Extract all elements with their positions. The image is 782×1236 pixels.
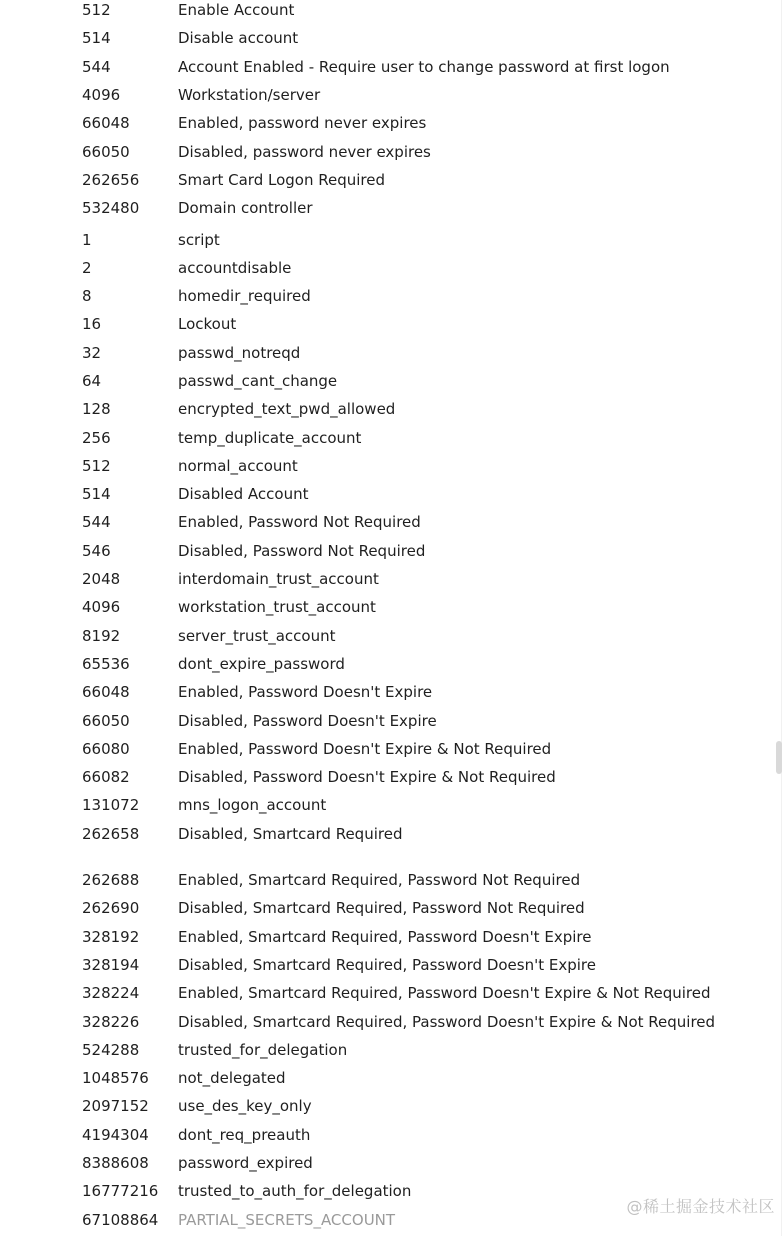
value-cell: 328226 bbox=[82, 1012, 140, 1031]
table-row bbox=[0, 395, 782, 423]
value-cell: 544 bbox=[82, 513, 111, 532]
description-cell: Account Enabled - Require user to change password at first logon bbox=[178, 57, 670, 76]
description-cell: interdomain_trust_account bbox=[178, 570, 379, 589]
description-cell: use_des_key_only bbox=[178, 1097, 312, 1116]
description-cell: mns_logon_account bbox=[178, 796, 327, 815]
value-cell: 2 bbox=[82, 258, 92, 277]
table-row bbox=[0, 678, 782, 706]
table-row bbox=[0, 1007, 782, 1035]
table-row bbox=[0, 537, 782, 565]
table-row bbox=[0, 1036, 782, 1064]
value-cell: 32 bbox=[82, 343, 102, 362]
description-cell: passwd_notreqd bbox=[178, 343, 301, 362]
description-cell: dont_req_preauth bbox=[178, 1125, 311, 1144]
description-cell: Enable Account bbox=[178, 1, 295, 20]
description-cell: script bbox=[178, 230, 220, 249]
value-cell: 66048 bbox=[82, 114, 130, 133]
description-cell: Enabled, Smartcard Required, Password Doesn't Expire bbox=[178, 927, 592, 946]
description-cell: trusted_for_delegation bbox=[178, 1040, 348, 1059]
description-cell: dont_expire_password bbox=[178, 654, 345, 673]
value-cell: 4096 bbox=[82, 598, 121, 617]
value-cell: 8 bbox=[82, 287, 92, 306]
description-cell: Disabled, Password Doesn't Expire bbox=[178, 711, 437, 730]
description-cell: Enabled, Password Doesn't Expire bbox=[178, 683, 433, 702]
description-cell: PARTIAL_SECRETS_ACCOUNT bbox=[178, 1210, 396, 1229]
description-cell: Disabled Account bbox=[178, 485, 309, 504]
table-row bbox=[0, 923, 782, 951]
value-cell: 67108864 bbox=[82, 1210, 159, 1229]
table-row bbox=[0, 452, 782, 480]
value-cell: 262690 bbox=[82, 899, 140, 918]
description-cell: Enabled, Password Not Required bbox=[178, 513, 421, 532]
value-cell: 66082 bbox=[82, 768, 130, 787]
value-cell: 512 bbox=[82, 1, 111, 20]
value-cell: 1048576 bbox=[82, 1069, 149, 1088]
description-cell: Enabled, password never expires bbox=[178, 114, 427, 133]
table-row bbox=[0, 979, 782, 1007]
table-row bbox=[0, 622, 782, 650]
table-row bbox=[0, 1121, 782, 1149]
description-cell: workstation_trust_account bbox=[178, 598, 376, 617]
table-row bbox=[0, 650, 782, 678]
value-cell: 65536 bbox=[82, 654, 130, 673]
description-cell: accountdisable bbox=[178, 258, 292, 277]
description-cell: Workstation/server bbox=[178, 86, 321, 105]
value-cell: 514 bbox=[82, 29, 111, 48]
table-row bbox=[0, 1149, 782, 1177]
table-row bbox=[0, 820, 782, 848]
description-cell: password_expired bbox=[178, 1154, 313, 1173]
table-row bbox=[0, 81, 782, 109]
value-cell: 546 bbox=[82, 541, 111, 560]
table-row bbox=[0, 24, 782, 52]
value-cell: 262688 bbox=[82, 871, 140, 890]
value-cell: 128 bbox=[82, 400, 111, 419]
description-cell: Disabled, password never expires bbox=[178, 142, 431, 161]
table-row bbox=[0, 367, 782, 395]
value-cell: 524288 bbox=[82, 1040, 140, 1059]
table-row bbox=[0, 423, 782, 451]
value-cell: 131072 bbox=[82, 796, 140, 815]
description-cell: Disabled, Smartcard Required, Password Doesn't Expire bbox=[178, 955, 596, 974]
table-row bbox=[0, 166, 782, 194]
value-cell: 64 bbox=[82, 372, 102, 390]
description-cell: Disabled, Password Doesn't Expire & Not Required bbox=[178, 768, 556, 787]
value-cell: 66048 bbox=[82, 683, 130, 702]
description-cell: Disabled, Password Not Required bbox=[178, 541, 426, 560]
description-cell: Enabled, Smartcard Required, Password Not Required bbox=[178, 871, 581, 890]
table-section bbox=[0, 0, 782, 222]
description-cell: Disabled, Smartcard Required, Password Doesn't Expire & Not Required bbox=[178, 1012, 716, 1031]
description-cell: Disabled, Smartcard Required, Password Not Required bbox=[178, 899, 585, 918]
table-row bbox=[0, 194, 782, 222]
description-cell: encrypted_text_pwd_allowed bbox=[178, 400, 396, 419]
value-cell: 532480 bbox=[82, 199, 140, 218]
site-watermark: @稀土掘金技术社区 bbox=[626, 1197, 775, 1216]
value-cell: 512 bbox=[82, 456, 111, 475]
table-row bbox=[0, 894, 782, 922]
table-section bbox=[0, 225, 782, 848]
table-row bbox=[0, 254, 782, 282]
table-row bbox=[0, 1064, 782, 1092]
table-row bbox=[0, 735, 782, 763]
description-cell: not_delegated bbox=[178, 1069, 286, 1088]
description-cell: Enabled, Password Doesn't Expire & Not Required bbox=[178, 739, 552, 758]
table-row bbox=[0, 0, 782, 24]
value-cell: 66050 bbox=[82, 142, 130, 161]
description-cell: Disable account bbox=[178, 29, 299, 48]
description-cell: homedir_required bbox=[178, 287, 311, 306]
description-cell: trusted_to_auth_for_delegation bbox=[178, 1182, 412, 1201]
value-cell: 16777216 bbox=[82, 1182, 159, 1201]
table-row bbox=[0, 339, 782, 367]
value-cell: 2048 bbox=[82, 570, 121, 589]
value-cell: 66050 bbox=[82, 711, 130, 730]
value-cell: 2097152 bbox=[82, 1097, 149, 1116]
value-cell: 4194304 bbox=[82, 1125, 149, 1144]
description-cell: server_trust_account bbox=[178, 626, 336, 645]
description-cell: Enabled, Smartcard Required, Password Doesn't Expire & Not Required bbox=[178, 984, 711, 1003]
value-cell: 328224 bbox=[82, 984, 140, 1003]
table-row bbox=[0, 565, 782, 593]
value-cell: 328192 bbox=[82, 927, 140, 946]
table-row bbox=[0, 480, 782, 508]
table-section bbox=[0, 866, 782, 1234]
value-cell: 262658 bbox=[82, 824, 140, 843]
description-cell: normal_account bbox=[178, 456, 298, 475]
table-row bbox=[0, 593, 782, 621]
table-row bbox=[0, 706, 782, 734]
table-row bbox=[0, 109, 782, 137]
value-cell: 262656 bbox=[82, 170, 140, 189]
description-cell: Lockout bbox=[178, 315, 237, 334]
table-row bbox=[0, 137, 782, 165]
table-row bbox=[0, 310, 782, 338]
table-row bbox=[0, 508, 782, 536]
value-cell: 8388608 bbox=[82, 1154, 149, 1173]
table-row bbox=[0, 282, 782, 310]
value-cell: 544 bbox=[82, 57, 111, 76]
table-row bbox=[0, 1092, 782, 1120]
table-row bbox=[0, 866, 782, 894]
description-cell: Domain controller bbox=[178, 199, 313, 218]
value-cell: 1 bbox=[82, 230, 92, 249]
description-cell: temp_duplicate_account bbox=[178, 428, 362, 447]
value-cell: 514 bbox=[82, 485, 111, 504]
value-cell: 328194 bbox=[82, 955, 140, 974]
value-cell: 256 bbox=[82, 428, 111, 447]
description-cell: Smart Card Logon Required bbox=[178, 170, 386, 189]
table-row bbox=[0, 791, 782, 819]
table-row bbox=[0, 225, 782, 253]
scrollbar-thumb[interactable] bbox=[776, 741, 782, 774]
table-row bbox=[0, 53, 782, 81]
description-cell: passwd_cant_change bbox=[178, 372, 338, 390]
description-cell: Disabled, Smartcard Required bbox=[178, 824, 403, 843]
value-cell: 16 bbox=[82, 315, 102, 334]
value-cell: 4096 bbox=[82, 86, 121, 105]
table-row bbox=[0, 951, 782, 979]
value-cell: 66080 bbox=[82, 739, 130, 758]
value-cell: 8192 bbox=[82, 626, 121, 645]
table-row bbox=[0, 763, 782, 791]
